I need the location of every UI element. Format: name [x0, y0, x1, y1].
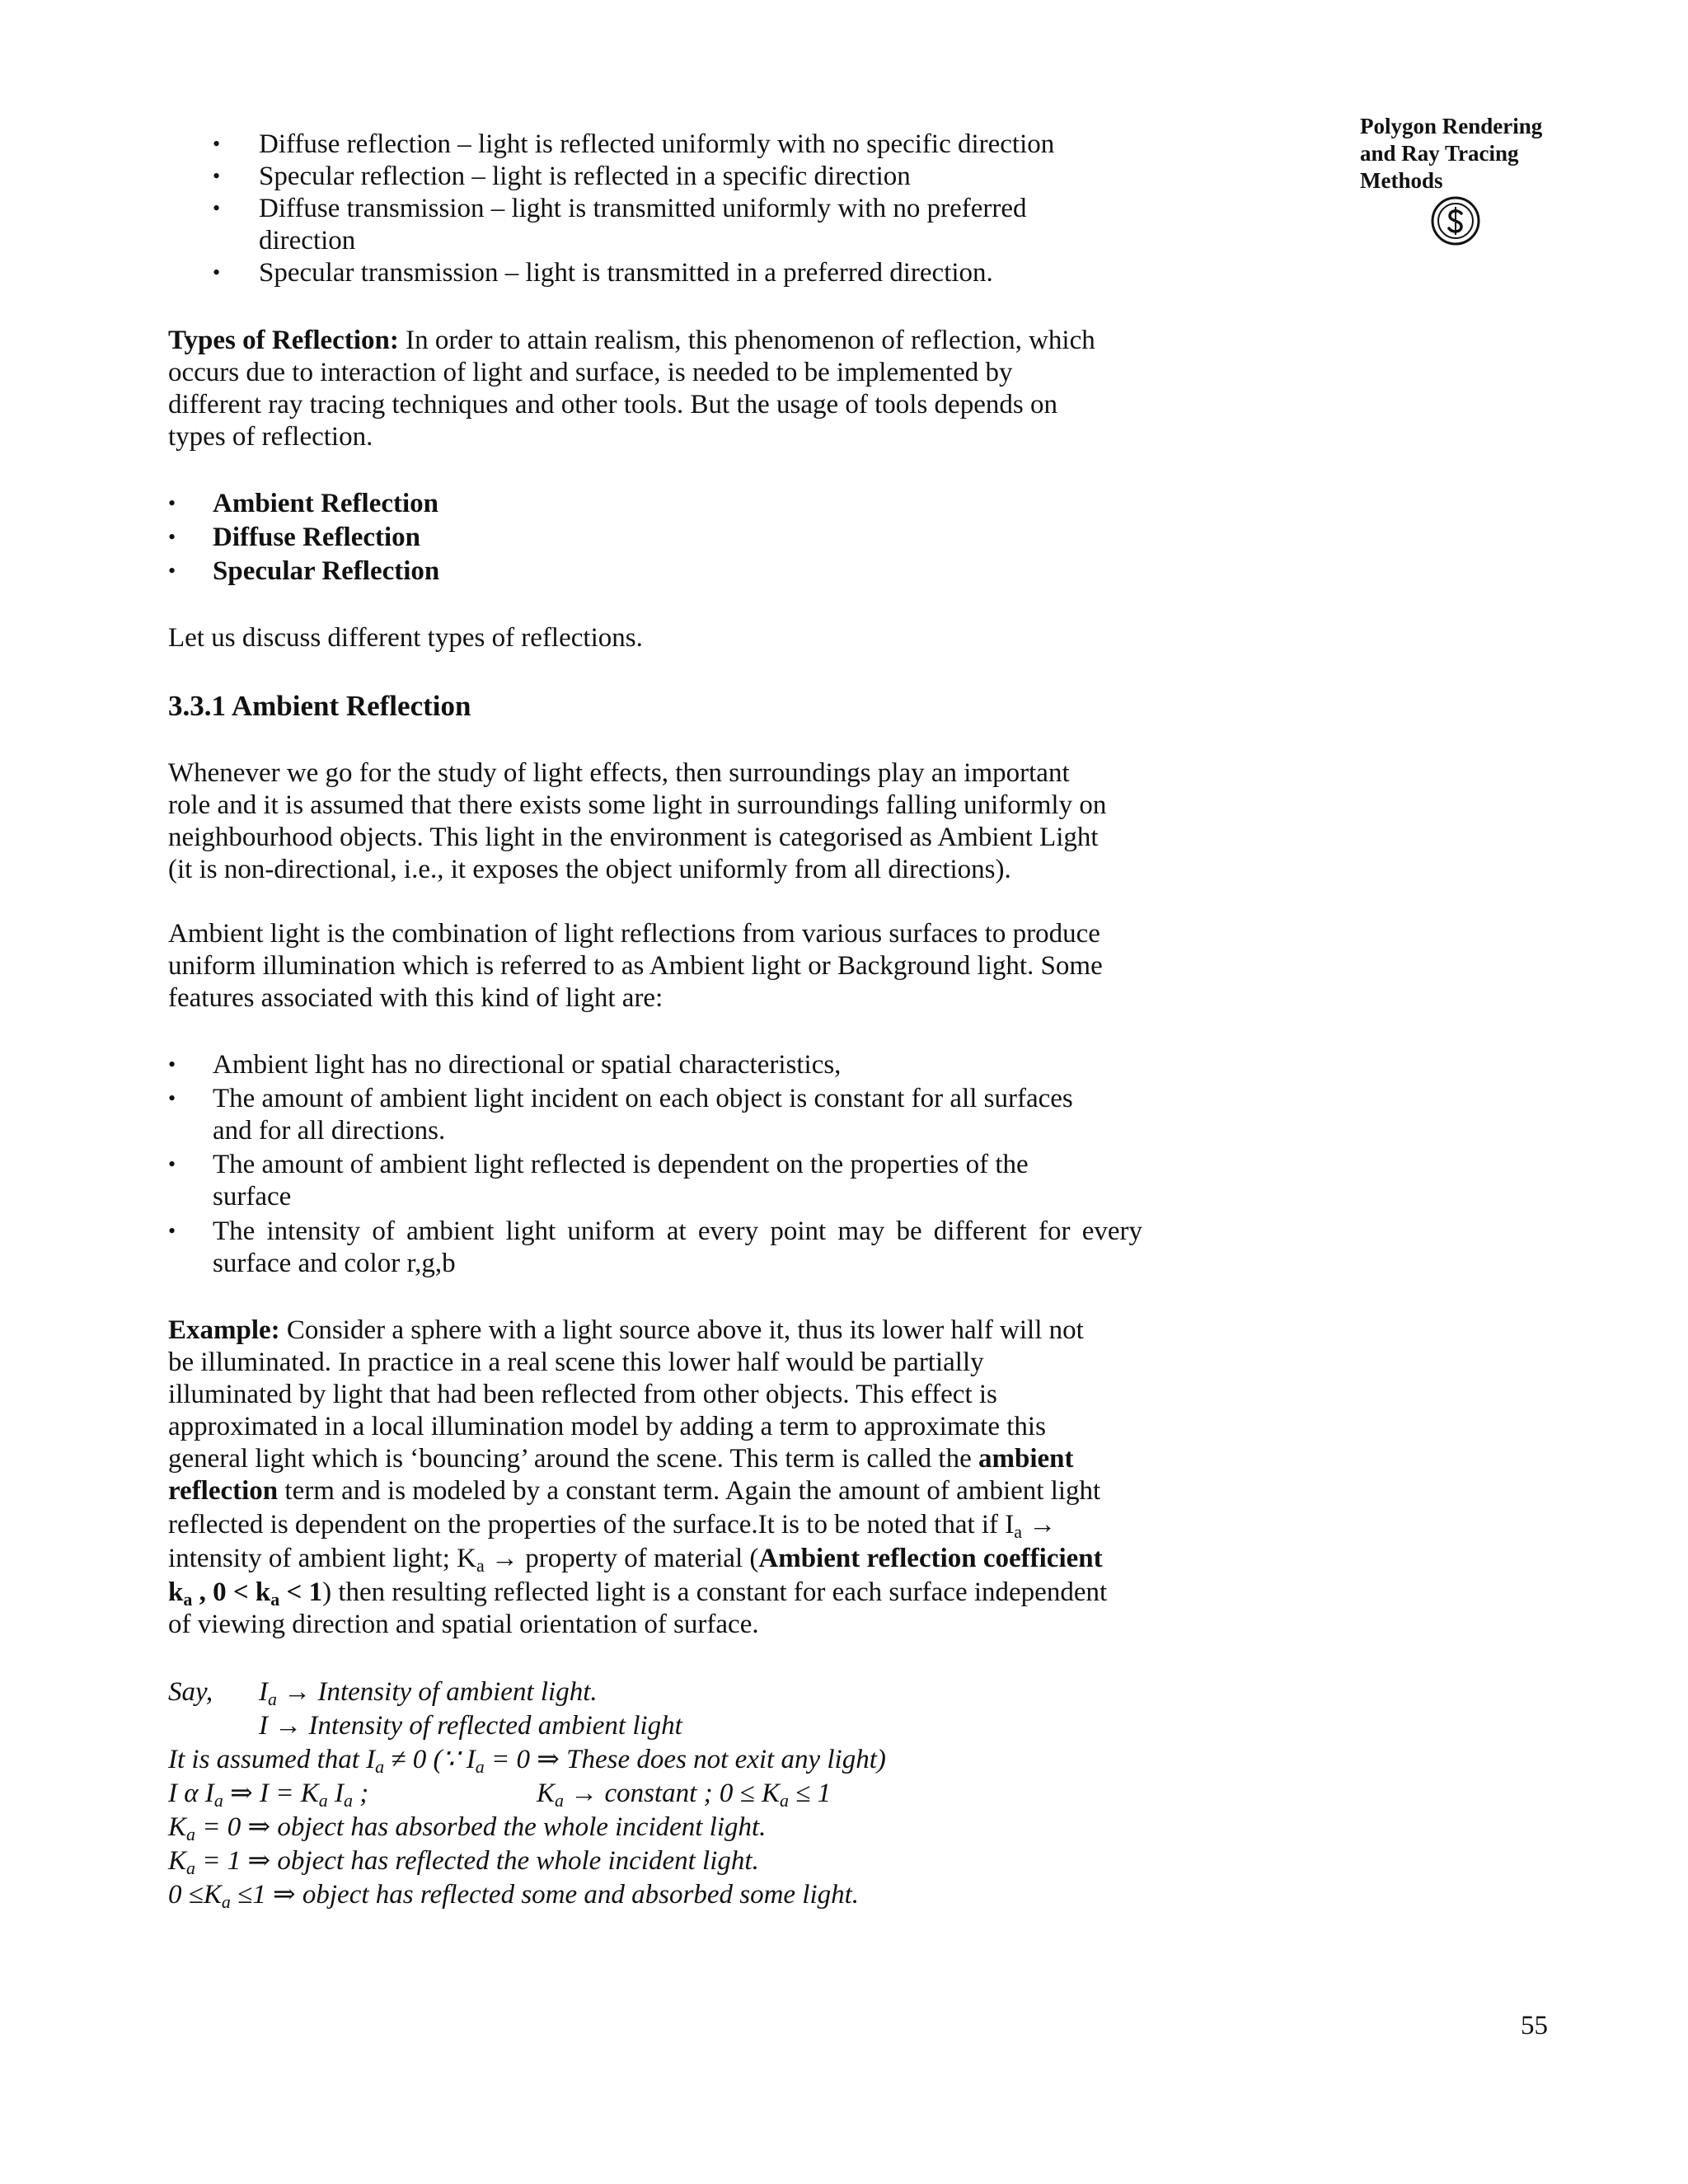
paragraph-line [168, 1508, 1056, 1541]
math-text: = 0 ⇒ These does not exit any light) [484, 1745, 886, 1774]
paragraph-label: Example: [168, 1315, 280, 1345]
list-item: Diffuse reflection – light is reflected uniformly with no specific direction [259, 129, 1055, 159]
subscript: a [318, 1790, 328, 1811]
subscript: a [475, 1756, 485, 1777]
running-header-line: and Ray Tracing [1360, 141, 1519, 166]
running-header-line: Methods [1360, 168, 1443, 193]
list-item: The amount of ambient light reflected is dependent on the properties of the [213, 1150, 1029, 1179]
paragraph-line: types of reflection. [168, 422, 373, 452]
bullet-icon: • [213, 164, 221, 188]
subscript: a [213, 1790, 223, 1811]
text-run: → property of material ( [484, 1544, 759, 1573]
list-item: Ambient Reflection [213, 489, 439, 518]
math-text: K [168, 1812, 187, 1842]
bold-term: , 0 < k [192, 1577, 271, 1607]
list-item: The amount of ambient light incident on each object is constant for all surfaces [213, 1084, 1073, 1113]
math-line [168, 1878, 859, 1911]
paragraph-line: occurs due to interaction of light and surface, is needed to be implemented by [168, 358, 1013, 387]
bullet-icon: • [213, 196, 221, 220]
list-item-continuation: direction [259, 226, 356, 255]
math-text: = 1 ⇒ object has reflected the whole incident light. [195, 1846, 759, 1876]
bullet-icon: • [168, 559, 176, 583]
math-text: I [327, 1779, 344, 1808]
math-line [259, 1675, 598, 1708]
subscript: a [186, 1858, 196, 1878]
paragraph-line [168, 1474, 1100, 1507]
subscript: a [186, 1824, 196, 1844]
math-line [168, 1811, 766, 1844]
subscript: a [268, 1689, 277, 1709]
paragraph-line: illuminated by light that had been reflected from other objects. This effect is [168, 1380, 997, 1409]
paragraph-line: Whenever we go for the study of light effects, then surroundings play an important [168, 758, 1070, 788]
running-header-line: Polygon Rendering [1360, 114, 1543, 138]
bullet-icon: • [168, 491, 176, 515]
paragraph-line [168, 1542, 1103, 1575]
math-line [168, 1743, 886, 1776]
list-item: Ambient light has no directional or spatial characteristics, [213, 1050, 842, 1080]
math-text: K [168, 1846, 187, 1876]
paragraph-line: neighbourhood objects. This light in the environment is categorised as Ambient Light [168, 823, 1099, 852]
text-run: Consider a sphere with a light source above it, thus its lower half will not [279, 1315, 1084, 1345]
paragraph-line: different ray tracing techniques and other tools. But the usage of tools depends on [168, 390, 1057, 419]
text-run: In order to attain realism, this phenomenon of reflection, which [398, 326, 1095, 355]
subscript: a [183, 1589, 193, 1610]
bullet-icon: • [168, 1152, 176, 1176]
subscript: a [375, 1756, 385, 1777]
paragraph-line [168, 1442, 1074, 1475]
paragraph-line: be illuminated. In practice in a real scene this lower half would be partially [168, 1347, 984, 1377]
math-text: ≠ 0 (∵ I [384, 1745, 476, 1774]
bullet-icon: • [213, 260, 221, 284]
list-item: The intensity of ambient light uniform at every point may be different for every [213, 1216, 1142, 1246]
text-run: general light which is ‘bouncing’ around the scene. This term is called the [168, 1444, 978, 1474]
list-item: Specular reflection – light is reflected in a specific direction [259, 162, 911, 191]
paragraph-line [168, 1314, 1084, 1347]
math-line [537, 1777, 831, 1810]
paragraph-line [168, 324, 1095, 357]
paragraph-line: features associated with this kind of light are: [168, 983, 663, 1013]
bold-term: Ambient reflection coefficient [758, 1544, 1103, 1573]
bold-term: reflection [168, 1476, 279, 1506]
subscript: a [476, 1555, 485, 1576]
math-text: 0 ≤K [168, 1880, 222, 1910]
math-text: ⇒ I = K [223, 1779, 319, 1808]
ignou-logo-icon [1430, 195, 1481, 246]
subscript: a [270, 1589, 280, 1610]
bullet-icon: • [168, 1052, 176, 1076]
math-line: I → Intensity of reflected ambient light [259, 1711, 682, 1741]
list-item: Diffuse transmission – light is transmitted uniformly with no preferred [259, 194, 1027, 223]
bold-term: k [168, 1577, 184, 1607]
subscript: a [1014, 1521, 1023, 1542]
text-run: ) then resulting reflected light is a constant for each surface independent [322, 1577, 1108, 1607]
text-run: intensity of ambient light; K [168, 1544, 476, 1573]
bullet-icon: • [168, 1086, 176, 1110]
section-heading: 3.3.1 Ambient Reflection [168, 690, 471, 722]
list-item-continuation: surface [213, 1182, 292, 1212]
paragraph-line: (it is non-directional, i.e., it exposes the object uniformly from all directions). [168, 855, 1011, 884]
list-item-continuation: and for all directions. [213, 1116, 446, 1146]
subscript: a [779, 1790, 789, 1811]
list-item-continuation: surface and color r,g,b [213, 1249, 456, 1278]
bold-term: ambient [978, 1444, 1074, 1474]
subscript: a [221, 1891, 231, 1912]
math-text: = 0 ⇒ object has absorbed the whole incident light. [195, 1812, 767, 1842]
math-text: ; [352, 1779, 369, 1808]
paragraph-line: of viewing direction and spatial orientation of surface. [168, 1610, 759, 1639]
page-number: 55 [1521, 2011, 1548, 2041]
running-header [1360, 113, 1574, 194]
paragraph-line: approximated in a local illumination model by adding a term to approximate this [168, 1412, 1046, 1441]
paragraph-line: role and it is assumed that there exists some light in surroundings falling uniformly on [168, 790, 1107, 820]
paragraph-line: uniform illumination which is referred to as Ambient light or Background light. Some [168, 951, 1103, 981]
bullet-icon: • [168, 525, 176, 549]
list-item: Specular Reflection [213, 556, 440, 586]
text-run: reflected is dependent on the properties of the surface.It is to be noted that if I [168, 1510, 1015, 1540]
subscript: a [555, 1790, 565, 1811]
bullet-icon: • [213, 132, 221, 156]
math-line [168, 1777, 368, 1810]
text-run: term and is modeled by a constant term. Again the amount of ambient light [278, 1476, 1101, 1506]
subscript: a [343, 1790, 353, 1811]
bold-term: < 1 [279, 1577, 323, 1607]
math-text: ≤1 ⇒ object has reflected some and absorbed some light. [230, 1880, 860, 1910]
math-text: ≤ 1 [788, 1779, 832, 1808]
math-text: I α I [168, 1779, 214, 1808]
paragraph-line: Ambient light is the combination of light reflections from various surfaces to produce [168, 919, 1100, 949]
paragraph-line [168, 1576, 1107, 1609]
math-line [168, 1844, 759, 1877]
math-text: It is assumed that I [168, 1745, 376, 1774]
paragraph-line: Let us discuss different types of reflections. [168, 623, 643, 653]
bullet-icon: • [168, 1219, 176, 1243]
math-say: Say, [168, 1677, 213, 1707]
list-item: Diffuse Reflection [213, 523, 421, 552]
math-symbol: I [259, 1677, 268, 1707]
math-text: K [537, 1779, 556, 1808]
math-text: → constant ; 0 ≤ K [564, 1779, 780, 1808]
arrow-symbol: → [1022, 1510, 1057, 1540]
list-item: Specular transmission – light is transmitted in a preferred direction. [259, 258, 993, 288]
math-text: → Intensity of ambient light. [277, 1677, 598, 1707]
paragraph-label: Types of Reflection: [168, 326, 399, 355]
